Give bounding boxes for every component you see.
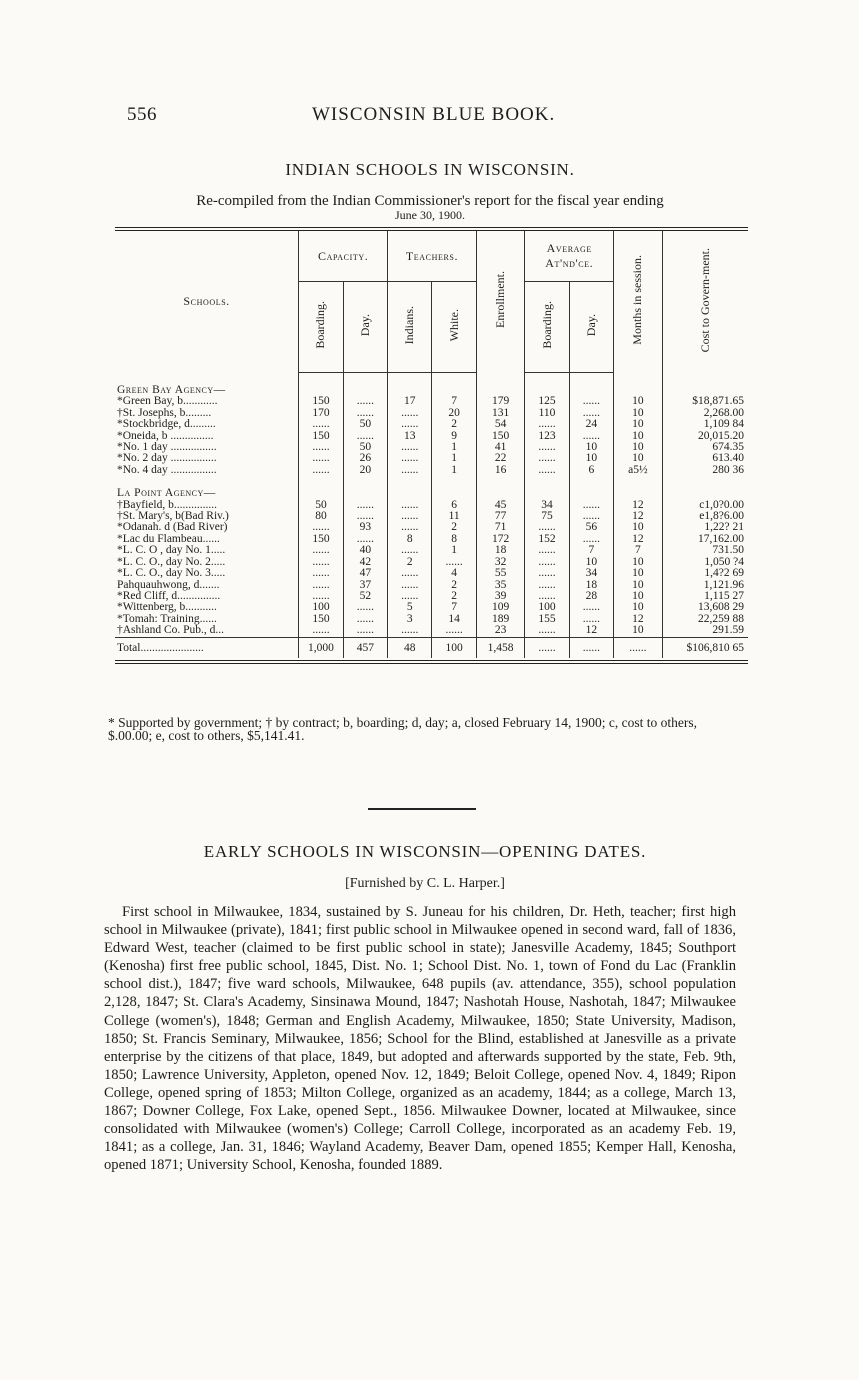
cell-avg-boarding: 155 bbox=[525, 614, 569, 625]
cell-months: a5½ bbox=[614, 465, 662, 476]
header-teachers-white bbox=[432, 282, 476, 373]
table-row bbox=[115, 568, 748, 579]
table-row bbox=[115, 408, 748, 419]
header-enrollment bbox=[476, 231, 524, 373]
cell-avg-boarding: ...... bbox=[525, 625, 569, 637]
cell-cost: 2,268.00 bbox=[662, 408, 748, 419]
cell-avg-day: ...... bbox=[569, 431, 613, 442]
cell-teachers-indians: 17 bbox=[388, 396, 432, 407]
cell-school: Pahquauhwong, d....... bbox=[117, 579, 220, 591]
cell-avg-boarding: 125 bbox=[525, 396, 569, 407]
early-schools-body: First school in Milwaukee, 1834, sustained by S. Juneau for his children, Dr. Heth, teacher; first high school in Milwaukee (private), 1841; first public school in Milwaukee opened in second ward, fall of 1836, Edward West, teacher (claimed to be first public school in state); Janesville Academy, 1845; Southport (Kenosha) first free public school, 1845, Dist. No. 1; School Dist. No. 1, town of Fond du Lac (Franklin school dist.), 1847; five ward schools, Milwaukee, 648 pupils (av. attendance, 355), school population 2,128, 1847; St. Clara's Academy, Sinsinawa Mound, 1847; Nashotah House, Nashotah, 1847; Milwaukee College (women's), 1848; German and English Academy, Milwaukee, 1850; State University, Madison, 1850; St. Francis Seminary, Milwaukee, 1856; School for the Blind, established at Janesville as a private enterprise by the citizens of that place, 1849, but adopted and afterwards supported by the state, Feb. 9th, 1850; Lawrence University, Appleton, opened Nov. 12, 1849; Beloit College, opened Nov. 4, 1849; Ripon College, opened spring of 1853; Milton College, organized as an academy, 1844; as a college, March 13, 1867; Downer College, Fox Lake, opened Sept., 1856. Milwaukee Downer, located at Milwaukee, since consolidated with Milwaukee (women's) College; Carroll College, incorporated as an academy Feb. 19, 1841; as a college, Jan. 31, 1846; Wayland Academy, Beaver Dam, opened 1855; Kemper Hall, Kenosha, opened 1871; University School, Kenosha, founded 1889. bbox=[104, 904, 736, 1174]
cell-enrollment: 54 bbox=[476, 419, 524, 430]
cell-capacity-boarding: ...... bbox=[299, 453, 343, 464]
cell-avg-day: 12 bbox=[569, 625, 613, 637]
cell-capacity-day: ...... bbox=[343, 614, 387, 625]
cell-teachers-indians: ...... bbox=[388, 522, 432, 533]
cell-avg-day: 28 bbox=[569, 591, 613, 602]
cell-enrollment: 32 bbox=[476, 557, 524, 568]
cell-enrollment: 77 bbox=[476, 511, 524, 522]
running-title: WISCONSIN BLUE BOOK. bbox=[312, 104, 556, 125]
cell-months: 10 bbox=[614, 419, 662, 430]
cell-school: *No. 2 day ................ bbox=[117, 453, 217, 465]
header-months bbox=[614, 231, 662, 373]
cell-avg-day: 10 bbox=[569, 442, 613, 453]
table-row bbox=[115, 419, 748, 430]
cell-teachers-indians: 13 bbox=[388, 431, 432, 442]
cell-avg-day: ...... bbox=[569, 396, 613, 407]
agency-row-green-bay bbox=[115, 385, 748, 396]
cell-avg-boarding: ...... bbox=[525, 453, 569, 464]
cell-teachers-white: 1 bbox=[432, 442, 476, 453]
cell-months: 12 bbox=[614, 511, 662, 522]
cell-months: 10 bbox=[614, 431, 662, 442]
cell-capacity-day: 47 bbox=[343, 568, 387, 579]
section-divider bbox=[368, 808, 476, 810]
cell-enrollment: 55 bbox=[476, 568, 524, 579]
cell-school: *L. C. O., day No. 3..... bbox=[117, 568, 226, 580]
cell-avg-day: 24 bbox=[569, 419, 613, 430]
cell-avg-day: 18 bbox=[569, 580, 613, 591]
cell-capacity-boarding: ...... bbox=[299, 465, 343, 476]
cell-months: 12 bbox=[614, 534, 662, 545]
cell-teachers-white: 1 bbox=[432, 465, 476, 476]
cell-enrollment: 71 bbox=[476, 522, 524, 533]
cell-capacity-day: ...... bbox=[343, 500, 387, 511]
cell-capacity-boarding: ...... bbox=[299, 625, 343, 637]
cell-avg-day: ...... bbox=[569, 408, 613, 419]
cell-capacity-day: ...... bbox=[343, 511, 387, 522]
cell-avg-boarding: 123 bbox=[525, 431, 569, 442]
cell-teachers-indians: 3 bbox=[388, 614, 432, 625]
cell-avg-boarding: ...... bbox=[525, 580, 569, 591]
table-row bbox=[115, 431, 748, 442]
cell-months: 10 bbox=[614, 453, 662, 464]
cell-enrollment: 172 bbox=[476, 534, 524, 545]
cell-cost: 674.35 bbox=[662, 442, 748, 453]
cell-avg-boarding: ...... bbox=[525, 522, 569, 533]
cell-avg-boarding: 75 bbox=[525, 511, 569, 522]
cell-teachers-indians: ...... bbox=[388, 500, 432, 511]
header-capacity-day-text: Day. bbox=[357, 313, 372, 337]
cell-teachers-white: 2 bbox=[432, 522, 476, 533]
cell-school: Total...................... bbox=[115, 637, 299, 658]
page-header bbox=[127, 104, 737, 132]
cell-capacity-day: 457 bbox=[343, 637, 387, 658]
table-row bbox=[115, 442, 748, 453]
cell-capacity-boarding: ...... bbox=[299, 545, 343, 556]
header-cost-text: Cost to Govern-ment. bbox=[697, 247, 712, 352]
cell-avg-day: ...... bbox=[569, 614, 613, 625]
cell-school: †Bayfield, b............... bbox=[117, 499, 217, 511]
table-row bbox=[115, 557, 748, 568]
cell-teachers-indians: ...... bbox=[388, 591, 432, 602]
cell-teachers-indians: 48 bbox=[388, 637, 432, 658]
cell-capacity-boarding: 50 bbox=[299, 500, 343, 511]
indian-schools-table bbox=[115, 231, 748, 658]
cell-cost: 22,259 88 bbox=[662, 614, 748, 625]
cell-cost: $18,871.65 bbox=[662, 396, 748, 407]
indian-schools-table-wrap bbox=[115, 227, 748, 664]
cell-capacity-day: ...... bbox=[343, 408, 387, 419]
header-average-attendance: Average At'nd'ce. bbox=[525, 231, 614, 282]
cell-avg-boarding: ...... bbox=[525, 419, 569, 430]
header-enrollment-text: Enrollment. bbox=[493, 271, 508, 329]
total-row bbox=[115, 637, 748, 658]
cell-avg-day: ...... bbox=[569, 534, 613, 545]
cell-months: 12 bbox=[614, 500, 662, 511]
cell-teachers-indians: 5 bbox=[388, 602, 432, 613]
cell-avg-boarding: 110 bbox=[525, 408, 569, 419]
cell-months: 10 bbox=[614, 625, 662, 637]
cell-months: 10 bbox=[614, 396, 662, 407]
cell-teachers-indians: ...... bbox=[388, 625, 432, 637]
cell-months: 10 bbox=[614, 591, 662, 602]
cell-cost: 613.40 bbox=[662, 453, 748, 464]
page-number: 556 bbox=[127, 104, 157, 125]
cell-school: *Wittenberg, b........... bbox=[117, 602, 217, 614]
table-row bbox=[115, 396, 748, 407]
cell-capacity-day: ...... bbox=[343, 396, 387, 407]
cell-capacity-day: 50 bbox=[343, 442, 387, 453]
cell-teachers-white: 20 bbox=[432, 408, 476, 419]
cell-teachers-white: 7 bbox=[432, 396, 476, 407]
cell-months: 10 bbox=[614, 408, 662, 419]
cell-teachers-white: 1 bbox=[432, 453, 476, 464]
cell-capacity-day: 20 bbox=[343, 465, 387, 476]
cell-cost: c1,0?0.00 bbox=[662, 500, 748, 511]
header-capacity-boarding-text: Boarding. bbox=[313, 301, 328, 349]
cell-avg-day: ...... bbox=[569, 511, 613, 522]
cell-teachers-indians: ...... bbox=[388, 465, 432, 476]
cell-cost: 17,162.00 bbox=[662, 534, 748, 545]
header-average-boarding bbox=[525, 282, 569, 373]
cell-capacity-day: 26 bbox=[343, 453, 387, 464]
cell-months: 10 bbox=[614, 568, 662, 579]
cell-teachers-white: 14 bbox=[432, 614, 476, 625]
header-teachers-white-text: White. bbox=[446, 308, 461, 342]
cell-teachers-indians: 2 bbox=[388, 557, 432, 568]
cell-capacity-day: ...... bbox=[343, 625, 387, 637]
cell-enrollment: 131 bbox=[476, 408, 524, 419]
table-row bbox=[115, 545, 748, 556]
cell-avg-day: ...... bbox=[569, 637, 613, 658]
table-row bbox=[115, 602, 748, 613]
cell-teachers-white: 2 bbox=[432, 591, 476, 602]
cell-teachers-white: 4 bbox=[432, 568, 476, 579]
cell-avg-boarding: ...... bbox=[525, 442, 569, 453]
table-row bbox=[115, 614, 748, 625]
table-row bbox=[115, 522, 748, 533]
cell-avg-day: 10 bbox=[569, 453, 613, 464]
subtitle-text: Re-compiled from the Indian Commissioner's report for the fiscal year ending bbox=[196, 193, 664, 209]
cell-teachers-indians: ...... bbox=[388, 442, 432, 453]
header-teachers-indians-text: Indians. bbox=[402, 305, 417, 345]
cell-avg-day: 6 bbox=[569, 465, 613, 476]
header-average-boarding-text: Boarding. bbox=[539, 301, 554, 349]
cell-enrollment: 18 bbox=[476, 545, 524, 556]
table-row bbox=[115, 580, 748, 591]
cell-capacity-day: 93 bbox=[343, 522, 387, 533]
cell-enrollment: 179 bbox=[476, 396, 524, 407]
cell-avg-day: ...... bbox=[569, 500, 613, 511]
table-footnote: * Supported by government; † by contract; b, boarding; d, day; a, closed February 14, 1900; c, cost to others, $.00.00; e, cost to others, $5,141.41. bbox=[108, 715, 698, 743]
cell-avg-boarding: 100 bbox=[525, 602, 569, 613]
cell-cost: 1,22? 21 bbox=[662, 522, 748, 533]
cell-teachers-white: 9 bbox=[432, 431, 476, 442]
cell-school: †St. Josephs, b......... bbox=[117, 407, 212, 419]
cell-teachers-white: 2 bbox=[432, 419, 476, 430]
cell-months: 12 bbox=[614, 614, 662, 625]
cell-capacity-boarding: 100 bbox=[299, 602, 343, 613]
cell-capacity-day: 37 bbox=[343, 580, 387, 591]
cell-avg-boarding: ...... bbox=[525, 545, 569, 556]
cell-enrollment: 16 bbox=[476, 465, 524, 476]
early-schools-title: EARLY SCHOOLS IN WISCONSIN—OPENING DATES. bbox=[203, 842, 647, 861]
cell-teachers-white: 100 bbox=[432, 637, 476, 658]
table-row bbox=[115, 465, 748, 476]
cell-capacity-boarding: ...... bbox=[299, 419, 343, 430]
cell-school: *Green Bay, b............ bbox=[117, 396, 218, 408]
cell-capacity-boarding: ...... bbox=[299, 522, 343, 533]
cell-avg-boarding: ...... bbox=[525, 591, 569, 602]
cell-teachers-white: 11 bbox=[432, 511, 476, 522]
cell-teachers-indians: ...... bbox=[388, 568, 432, 579]
cell-enrollment: 109 bbox=[476, 602, 524, 613]
cell-capacity-boarding: 150 bbox=[299, 614, 343, 625]
cell-school: *Red Cliff, d............... bbox=[117, 590, 221, 602]
table-row bbox=[115, 625, 748, 637]
header-teachers: Teachers. bbox=[388, 231, 477, 282]
cell-teachers-indians: ...... bbox=[388, 419, 432, 430]
cell-capacity-boarding: 150 bbox=[299, 396, 343, 407]
header-average-day bbox=[569, 282, 613, 373]
cell-enrollment: 45 bbox=[476, 500, 524, 511]
cell-capacity-boarding: ...... bbox=[299, 442, 343, 453]
cell-school: *Lac du Flambeau...... bbox=[117, 533, 220, 545]
cell-cost: 20,015.20 bbox=[662, 431, 748, 442]
cell-capacity-boarding: 170 bbox=[299, 408, 343, 419]
cell-capacity-day: ...... bbox=[343, 431, 387, 442]
cell-months: 10 bbox=[614, 442, 662, 453]
cell-school: *Stockbridge, d......... bbox=[117, 419, 216, 431]
table-row bbox=[115, 500, 748, 511]
cell-teachers-white: 2 bbox=[432, 580, 476, 591]
cell-school: †Ashland Co. Pub., d... bbox=[117, 625, 225, 637]
cell-capacity-boarding: ...... bbox=[299, 557, 343, 568]
cell-months: 7 bbox=[614, 545, 662, 556]
cell-cost: 1,4?2 69 bbox=[662, 568, 748, 579]
cell-capacity-day: 50 bbox=[343, 419, 387, 430]
cell-months: 10 bbox=[614, 580, 662, 591]
cell-cost: e1,8?6.00 bbox=[662, 511, 748, 522]
cell-avg-day: 34 bbox=[569, 568, 613, 579]
cell-months: 10 bbox=[614, 557, 662, 568]
header-cost bbox=[662, 231, 748, 373]
cell-capacity-boarding: 150 bbox=[299, 431, 343, 442]
header-teachers-indians bbox=[388, 282, 432, 373]
spacer-row bbox=[115, 476, 748, 488]
cell-months: 10 bbox=[614, 602, 662, 613]
cell-avg-boarding: ...... bbox=[525, 568, 569, 579]
cell-capacity-day: ...... bbox=[343, 534, 387, 545]
cell-avg-day: 10 bbox=[569, 557, 613, 568]
cell-cost: 280 36 bbox=[662, 465, 748, 476]
cell-capacity-boarding: ...... bbox=[299, 568, 343, 579]
cell-enrollment: 189 bbox=[476, 614, 524, 625]
cell-teachers-white: ...... bbox=[432, 625, 476, 637]
cell-enrollment: 35 bbox=[476, 580, 524, 591]
cell-cost: 1,121.96 bbox=[662, 580, 748, 591]
cell-teachers-indians: ...... bbox=[388, 453, 432, 464]
cell-teachers-white: 6 bbox=[432, 500, 476, 511]
cell-school: *Oneida, b ............... bbox=[117, 430, 214, 442]
spacer-row bbox=[115, 373, 748, 386]
cell-capacity-boarding: ...... bbox=[299, 580, 343, 591]
table-subtitle bbox=[120, 193, 740, 222]
subtitle-date: June 30, 1900. bbox=[395, 208, 465, 222]
cell-avg-boarding: ...... bbox=[525, 557, 569, 568]
header-months-text: Months in session. bbox=[630, 254, 645, 345]
cell-cost: $106,810 65 bbox=[662, 637, 748, 658]
cell-enrollment: 150 bbox=[476, 431, 524, 442]
header-capacity: Capacity. bbox=[299, 231, 388, 282]
cell-teachers-white: 7 bbox=[432, 602, 476, 613]
cell-enrollment: 1,458 bbox=[476, 637, 524, 658]
cell-capacity-day: ...... bbox=[343, 602, 387, 613]
cell-avg-day: 7 bbox=[569, 545, 613, 556]
cell-enrollment: 22 bbox=[476, 453, 524, 464]
cell-teachers-indians: ...... bbox=[388, 511, 432, 522]
cell-avg-day: 56 bbox=[569, 522, 613, 533]
cell-capacity-boarding: 1,000 bbox=[299, 637, 343, 658]
furnished-by: [Furnished by C. L. Harper.] bbox=[345, 876, 505, 891]
header-capacity-day bbox=[343, 282, 387, 373]
agency-la-point: La Point Agency— bbox=[117, 488, 216, 500]
cell-cost: 1,050 ?4 bbox=[662, 557, 748, 568]
cell-teachers-indians: ...... bbox=[388, 408, 432, 419]
agency-green-bay: Green Bay Agency— bbox=[117, 385, 226, 396]
cell-avg-boarding: 152 bbox=[525, 534, 569, 545]
cell-teachers-white: 8 bbox=[432, 534, 476, 545]
agency-row-la-point bbox=[115, 488, 748, 499]
cell-cost: 731.50 bbox=[662, 545, 748, 556]
cell-avg-boarding: 34 bbox=[525, 500, 569, 511]
cell-cost: 13,608 29 bbox=[662, 602, 748, 613]
cell-enrollment: 39 bbox=[476, 591, 524, 602]
cell-capacity-boarding: 80 bbox=[299, 511, 343, 522]
cell-cost: 1,115 27 bbox=[662, 591, 748, 602]
table-row bbox=[115, 534, 748, 545]
cell-months: ...... bbox=[614, 637, 662, 658]
cell-capacity-day: 52 bbox=[343, 591, 387, 602]
cell-capacity-boarding: 150 bbox=[299, 534, 343, 545]
cell-enrollment: 23 bbox=[476, 625, 524, 637]
table-row bbox=[115, 453, 748, 464]
cell-school: *No. 4 day ................ bbox=[117, 464, 217, 476]
cell-teachers-white: ...... bbox=[432, 557, 476, 568]
cell-school: *Odanah. d (Bad River) bbox=[117, 522, 228, 534]
table-body bbox=[115, 373, 748, 658]
cell-teachers-indians: ...... bbox=[388, 580, 432, 591]
cell-avg-boarding: ...... bbox=[525, 637, 569, 658]
cell-months: 10 bbox=[614, 522, 662, 533]
cell-capacity-boarding: ...... bbox=[299, 591, 343, 602]
cell-school: *L. C. O , day No. 1..... bbox=[117, 545, 226, 557]
cell-avg-day: ...... bbox=[569, 602, 613, 613]
table-bottom-rule bbox=[115, 660, 748, 664]
cell-teachers-indians: ...... bbox=[388, 545, 432, 556]
cell-capacity-day: 40 bbox=[343, 545, 387, 556]
cell-avg-boarding: ...... bbox=[525, 465, 569, 476]
cell-school: *Tomah: Training...... bbox=[117, 613, 217, 625]
header-schools: Schools. bbox=[183, 294, 230, 309]
header-average-day-text: Day. bbox=[583, 313, 598, 337]
table-row bbox=[115, 511, 748, 522]
cell-cost: 1,109 84 bbox=[662, 419, 748, 430]
header-capacity-boarding bbox=[299, 282, 343, 373]
cell-school: *L. C. O., day No. 2..... bbox=[117, 556, 226, 568]
cell-school: *No. 1 day ................ bbox=[117, 442, 217, 454]
cell-teachers-indians: 8 bbox=[388, 534, 432, 545]
cell-cost: 291.59 bbox=[662, 625, 748, 637]
cell-capacity-day: 42 bbox=[343, 557, 387, 568]
cell-school: †St. Mary's, b(Bad Riv.) bbox=[117, 511, 229, 523]
table-row bbox=[115, 591, 748, 602]
cell-enrollment: 41 bbox=[476, 442, 524, 453]
indian-schools-title: INDIAN SCHOOLS IN WISCONSIN. bbox=[285, 160, 575, 179]
cell-teachers-white: 1 bbox=[432, 545, 476, 556]
